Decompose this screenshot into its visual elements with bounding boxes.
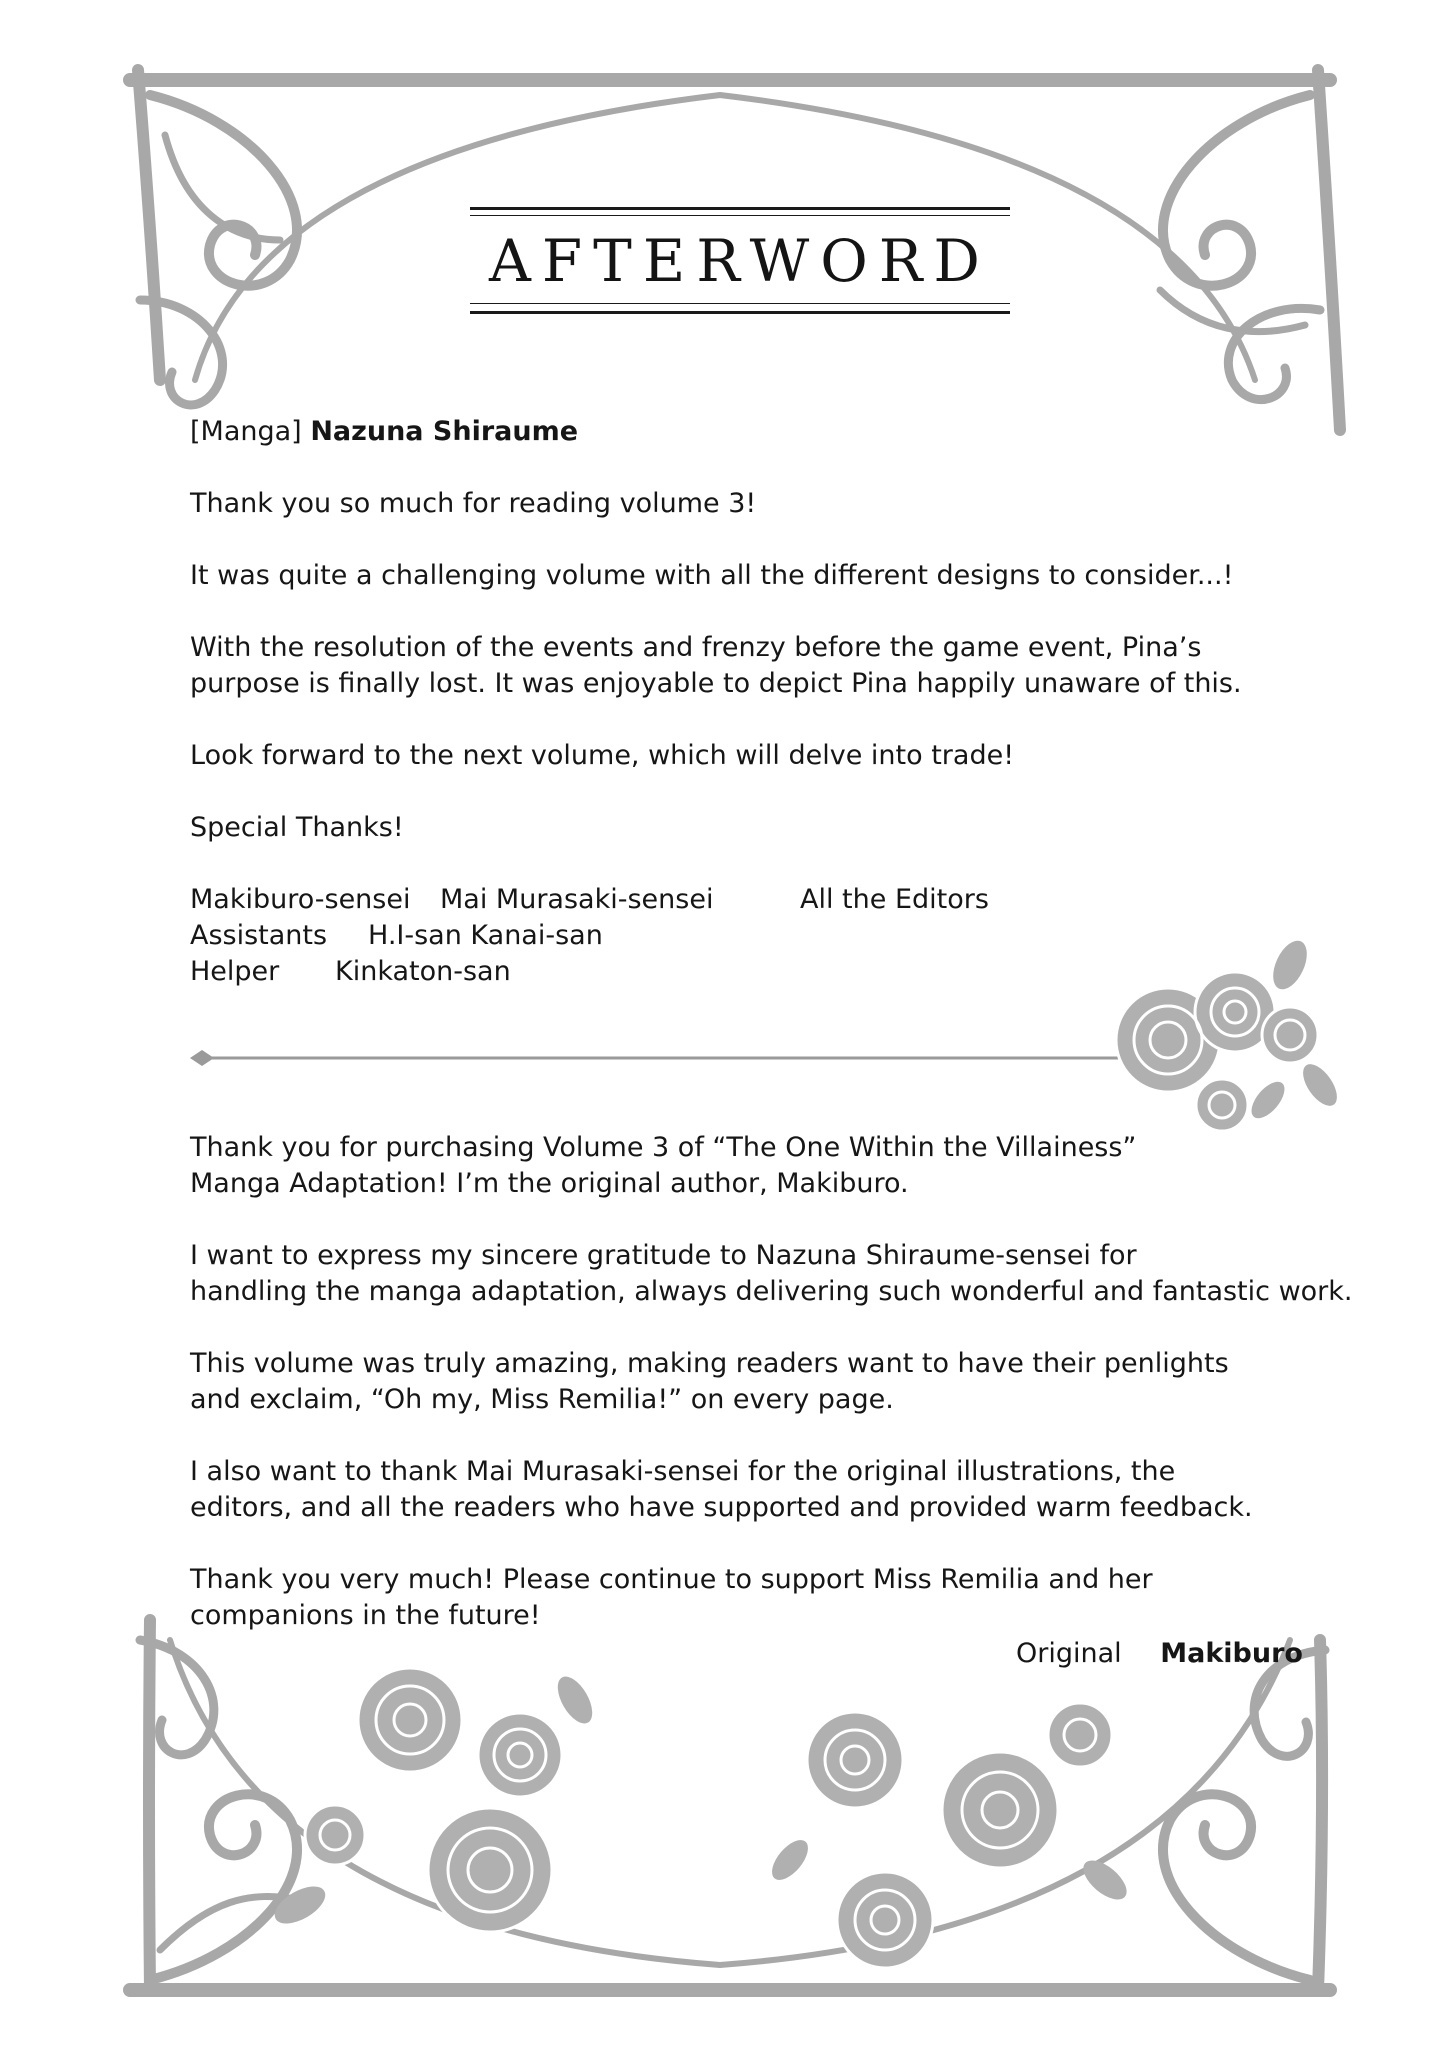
special-thanks-heading: Special Thanks! (190, 812, 404, 843)
thanks-item: H.I-san Kanai-san (368, 920, 603, 951)
thanks-item: Helper (190, 956, 280, 987)
title-block (470, 207, 1010, 315)
author-paragraph: and exclaim, “Oh my, Miss Remilia!” on every page. (190, 1384, 894, 1415)
author-paragraph: I want to express my sincere gratitude to Nazuna Shiraume-sensei for (190, 1240, 1137, 1271)
author-paragraph: companions in the future! (190, 1600, 541, 1631)
author-paragraph: I also want to thank Mai Murasaki-sensei for the original illustrations, the (190, 1456, 1176, 1487)
title-rule-top-thin (470, 215, 1010, 216)
manga-paragraph: With the resolution of the events and frenzy before the game event, Pina’s (190, 632, 1202, 663)
manga-artist-name: Nazuna Shiraume (310, 416, 579, 447)
author-paragraph: handling the manga adaptation, always delivering such wonderful and fantastic work. (190, 1276, 1353, 1307)
signature (1016, 1636, 1303, 1672)
author-paragraph: This volume was truly amazing, making readers want to have their penlights (190, 1348, 1229, 1379)
title-rule-bottom-thin (470, 303, 1010, 304)
thanks-item: Makiburo-sensei (190, 884, 411, 915)
title-rule-bottom (470, 311, 1010, 314)
manga-credit-heading (190, 414, 578, 450)
manga-paragraph: Thank you so much for reading volume 3! (190, 488, 757, 519)
author-paragraph: Thank you very much! Please continue to support Miss Remilia and her (190, 1564, 1153, 1595)
thanks-item: Assistants (190, 920, 328, 951)
manga-paragraph: It was quite a challenging volume with all the different designs to consider...! (190, 560, 1234, 591)
thanks-item: Mai Murasaki-sensei (440, 884, 714, 915)
manga-paragraph: purpose is finally lost. It was enjoyable to depict Pina happily unaware of this. (190, 668, 1242, 699)
signature-role: Original (1016, 1638, 1122, 1669)
author-paragraph: Manga Adaptation! I’m the original author, Makiburo. (190, 1168, 909, 1199)
manga-role: [Manga] (190, 416, 302, 447)
author-paragraph: Thank you for purchasing Volume 3 of “The One Within the Villainess” (190, 1132, 1137, 1163)
author-paragraph: editors, and all the readers who have supported and provided warm feedback. (190, 1492, 1253, 1523)
title-rule-top (470, 207, 1010, 210)
thanks-item: All the Editors (800, 884, 989, 915)
signature-name: Makiburo (1160, 1638, 1303, 1669)
manga-paragraph: Look forward to the next volume, which will delve into trade! (190, 740, 1015, 771)
thanks-item: Kinkaton-san (335, 956, 511, 987)
page-title: AFTERWORD (489, 227, 991, 295)
